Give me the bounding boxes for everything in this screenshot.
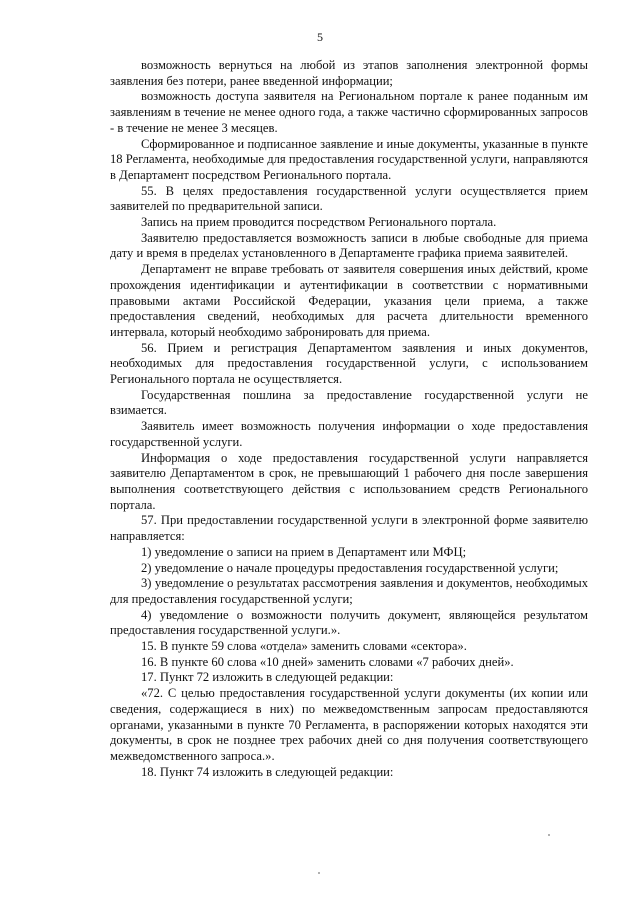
paragraph: «72. С целью предоставления государственной услуги документы (их копии или сведения, содержащиеся в них) по межведомственным запросам предоставляются органами, указанными в пункте 70 Регламента, в распоряжении которых находятся эти документы, в срок не позднее трех рабочих дней со дня получения соответствующего межведомственного запроса.». xyxy=(110,686,588,763)
document-body xyxy=(110,58,588,780)
paragraph: 17. Пункт 72 изложить в следующей редакции: xyxy=(141,670,394,685)
paragraph: Информация о ходе предоставления государственной услуги направляется заявителю Департаментом в срок, не превышающий 1 рабочего дня после завершения выполнения соответствующего действия с использованием средств Регионального портала. xyxy=(110,450,588,512)
paragraph: 56. Прием и регистрация Департаментом заявления и иных документов, необходимых для предоставления государственной услуги, с использованием Регионального портала не осуществляется. xyxy=(110,340,588,387)
paragraph: возможность вернуться на любой из этапов заполнения электронной формы заявления без потери, ранее введенной информации; xyxy=(110,58,588,88)
paragraph: 18. Пункт 74 изложить в следующей редакции: xyxy=(141,764,394,779)
list-item: 4) уведомление о возможности получить документ, являющейся результатом предоставления государственной услуги.». xyxy=(110,607,588,638)
page-number: 5 xyxy=(317,30,323,44)
paragraph: Заявитель имеет возможность получения информации о ходе предоставления государственной услуги. xyxy=(110,419,588,449)
paragraph: Запись на прием проводится посредством Регионального портала. xyxy=(141,215,497,230)
list-item: 1) уведомление о записи на прием в Департамент или МФЦ; xyxy=(141,544,467,559)
scan-speck xyxy=(318,872,320,874)
paragraph: 57. При предоставлении государственной услуги в электронной форме заявителю направляется: xyxy=(110,513,588,544)
paragraph: Сформированное и подписанное заявление и иные документы, указанные в пункте 18 Регламента, необходимые для предоставления государственной услуги, направляются в Департамент посредством Регионального портала. xyxy=(110,136,588,182)
paragraph: возможность доступа заявителя на Региональном портале к ранее поданным им заявлениям в течение не менее одного года, а также частично сформированных запросов - в течение не менее 3 месяцев. xyxy=(110,89,588,135)
paragraph: 55. В целях предоставления государственной услуги осуществляется прием заявителей по предварительной записи. xyxy=(110,183,588,214)
list-item: 3) уведомление о результатах рассмотрения заявления и документов, необходимых для предоставления государственной услуги; xyxy=(110,576,588,606)
list-item: 2) уведомление о начале процедуры предоставления государственной услуги; xyxy=(141,560,559,575)
paragraph: Государственная пошлина за предоставление государственной услуги не взимается. xyxy=(110,387,588,418)
paragraph: Департамент не вправе требовать от заявителя совершения иных действий, кроме прохождения идентификации и аутентификации в соответствии с нормативными правовыми актами Российской Федерации, указания цели приема, а также предоставления сведений, необходимых для расчета длительности временного интервала, который необходимо забронировать для приема. xyxy=(110,262,588,339)
paragraph: Заявителю предоставляется возможность записи в любые свободные для приема дату и время в пределах установленного в Департаменте графика приема заявителей. xyxy=(110,230,588,261)
paragraph: 16. В пункте 60 слова «10 дней» заменить словами «7 рабочих дней». xyxy=(141,654,514,669)
paragraph: 15. В пункте 59 слова «отдела» заменить словами «сектора». xyxy=(141,639,467,654)
scan-speck xyxy=(548,834,550,836)
